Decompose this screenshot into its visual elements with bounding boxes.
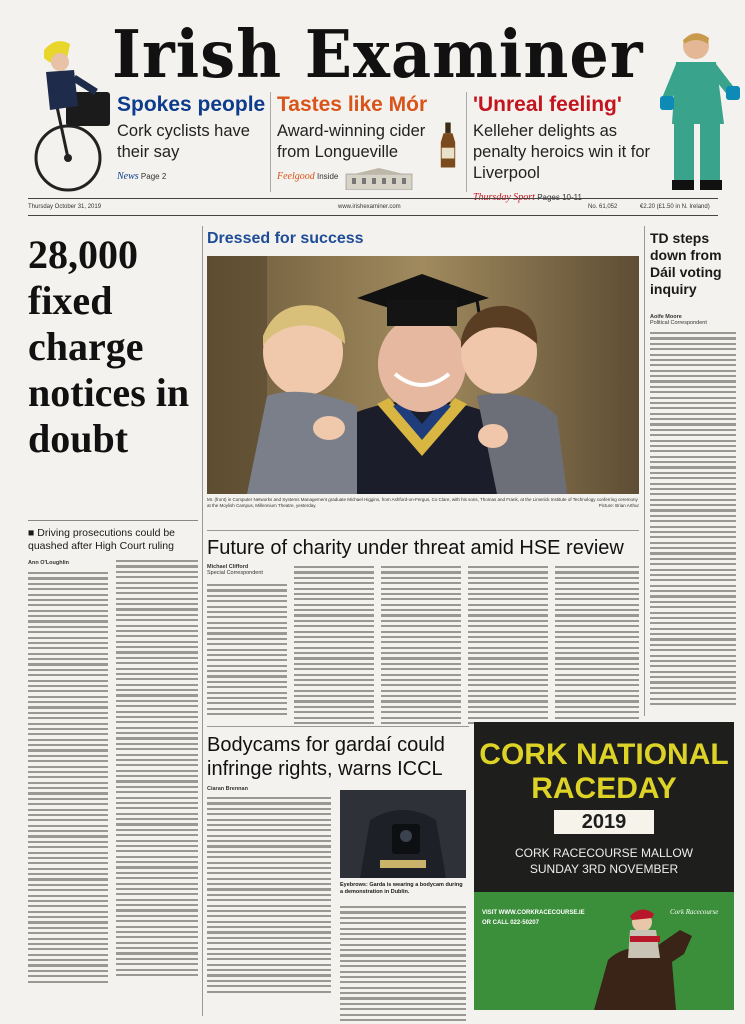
cider-bottle-icon	[439, 120, 457, 170]
body-text-lines	[28, 572, 108, 983]
charity-role: Special Correspondent	[207, 570, 263, 576]
body-text-lines	[555, 566, 639, 724]
teaser-section: Thursday Sport	[473, 192, 535, 203]
issue-date: Thursday October 31, 2019	[28, 204, 102, 210]
ad-title: CORK NATIONAL RACEDAY	[479, 738, 729, 805]
masthead	[0, 0, 745, 205]
issue-number: No. 61,052	[588, 204, 618, 210]
charity-column-3	[381, 566, 461, 727]
teaser-subhead: Award-winning cider from Longueville	[277, 122, 426, 161]
lead-headline[interactable]: 28,000 fixed charge notices in doubt	[28, 232, 190, 461]
charity-column-1	[207, 584, 287, 718]
photo-title[interactable]: Dressed for success	[207, 230, 364, 247]
goalkeeper-photo	[660, 28, 740, 196]
body-text-lines	[381, 566, 461, 724]
bodycam-photo-caption: Eyebrows: Garda is wearing a bodycam during a demonstration in Dublin.	[340, 882, 463, 895]
caption-text: Mr. (front) in Computer Networks and Systems Management graduate Michael Higgins, from Ashford-on-Fergus, Co Clare, with his sons, Thomas and Frank, at the Limerick Institute of Technology conferring ceremony at the Moylish Campus, Millennium Theatre, yesterday.	[207, 497, 638, 508]
website-link[interactable]: www.irishexaminer.com	[338, 204, 401, 210]
photo-caption	[207, 497, 639, 509]
teaser-headline: Spokes people	[117, 93, 266, 116]
masthead-title[interactable]: Irish Examiner	[112, 16, 644, 93]
ad-website[interactable]: VISIT WWW.CORKRACECOURSE.IE	[482, 910, 585, 916]
teaser-pages: Inside	[317, 172, 339, 181]
teaser-section: News	[117, 171, 139, 182]
photo-credit: Picture: Brian Arthur	[598, 503, 639, 508]
ad-year: 2019	[554, 810, 654, 834]
bodycam-column-2	[340, 906, 466, 1024]
body-text-lines	[207, 584, 287, 715]
teaser-subhead: Cork cyclists have their say	[117, 122, 250, 161]
td-headline[interactable]: TD steps down from Dáil voting inquiry	[650, 230, 722, 297]
charity-byline: Michael Clifford	[207, 564, 249, 570]
ad-phone[interactable]: OR CALL 022-50207	[482, 920, 539, 926]
section-divider	[207, 530, 639, 531]
charity-column-4	[468, 566, 548, 727]
teaser-tastes-like-mor[interactable]	[270, 92, 460, 192]
teaser-headline: 'Unreal feeling'	[473, 93, 622, 116]
teaser-pages: Page 2	[140, 172, 167, 181]
teaser-headline: Tastes like Mór	[277, 93, 428, 116]
price: €2.20 (£1.50 in N. Ireland)	[640, 204, 710, 210]
raceday-advertisement[interactable]	[474, 722, 734, 1010]
bodycam-headline[interactable]: Bodycams for gardaí could infringe rights, warns ICCL	[207, 734, 445, 780]
ad-date: SUNDAY 3RD NOVEMBER	[529, 862, 679, 876]
charity-column-5	[555, 566, 639, 727]
ad-venue: CORK RACECOURSE MALLOW	[514, 846, 694, 860]
teaser-unreal-feeling[interactable]	[466, 92, 671, 203]
charity-column-2	[294, 566, 374, 727]
body-text-lines	[116, 560, 198, 976]
graduation-photo	[207, 256, 639, 494]
body-text-lines	[340, 906, 466, 1024]
column-divider	[202, 226, 203, 1016]
cyclist-photo	[26, 30, 116, 192]
body-text-lines	[207, 797, 331, 993]
teaser-page-ref	[117, 171, 267, 182]
teaser-spokes-people[interactable]	[117, 92, 267, 192]
lead-subhead: ■ Driving prosecutions could be quashed after High Court ruling	[28, 520, 198, 553]
charity-headline[interactable]: Future of charity under threat amid HSE review	[207, 537, 624, 559]
td-byline: Aoife Moore	[650, 314, 682, 320]
ad-logo: Cork Racecourse	[670, 908, 719, 916]
dateline-bar	[28, 198, 718, 216]
bodycam-column-1	[207, 786, 331, 996]
bodycam-photo	[340, 790, 466, 878]
td-role: Political Correspondent	[650, 320, 707, 326]
lead-story-column-1	[28, 560, 108, 986]
td-story	[650, 314, 736, 708]
teaser-section: Feelgood	[277, 171, 315, 182]
section-divider	[207, 726, 469, 727]
body-text-lines	[468, 566, 548, 724]
house-icon	[343, 168, 415, 190]
teaser-subhead: Kelleher delights as penalty heroics win it for Liverpool	[473, 122, 650, 182]
bodycam-byline: Ciaran Brennan	[207, 786, 248, 792]
lead-byline: Ann O'Loughlin	[28, 560, 70, 566]
lead-story-column-2	[116, 560, 198, 979]
body-text-lines	[294, 566, 374, 724]
column-divider	[644, 226, 645, 716]
charity-byline-block	[207, 564, 267, 576]
body-text-lines	[650, 332, 736, 705]
horse-and-jockey-icon	[584, 900, 704, 1010]
teaser-pages: Pages 10-11	[537, 193, 582, 202]
